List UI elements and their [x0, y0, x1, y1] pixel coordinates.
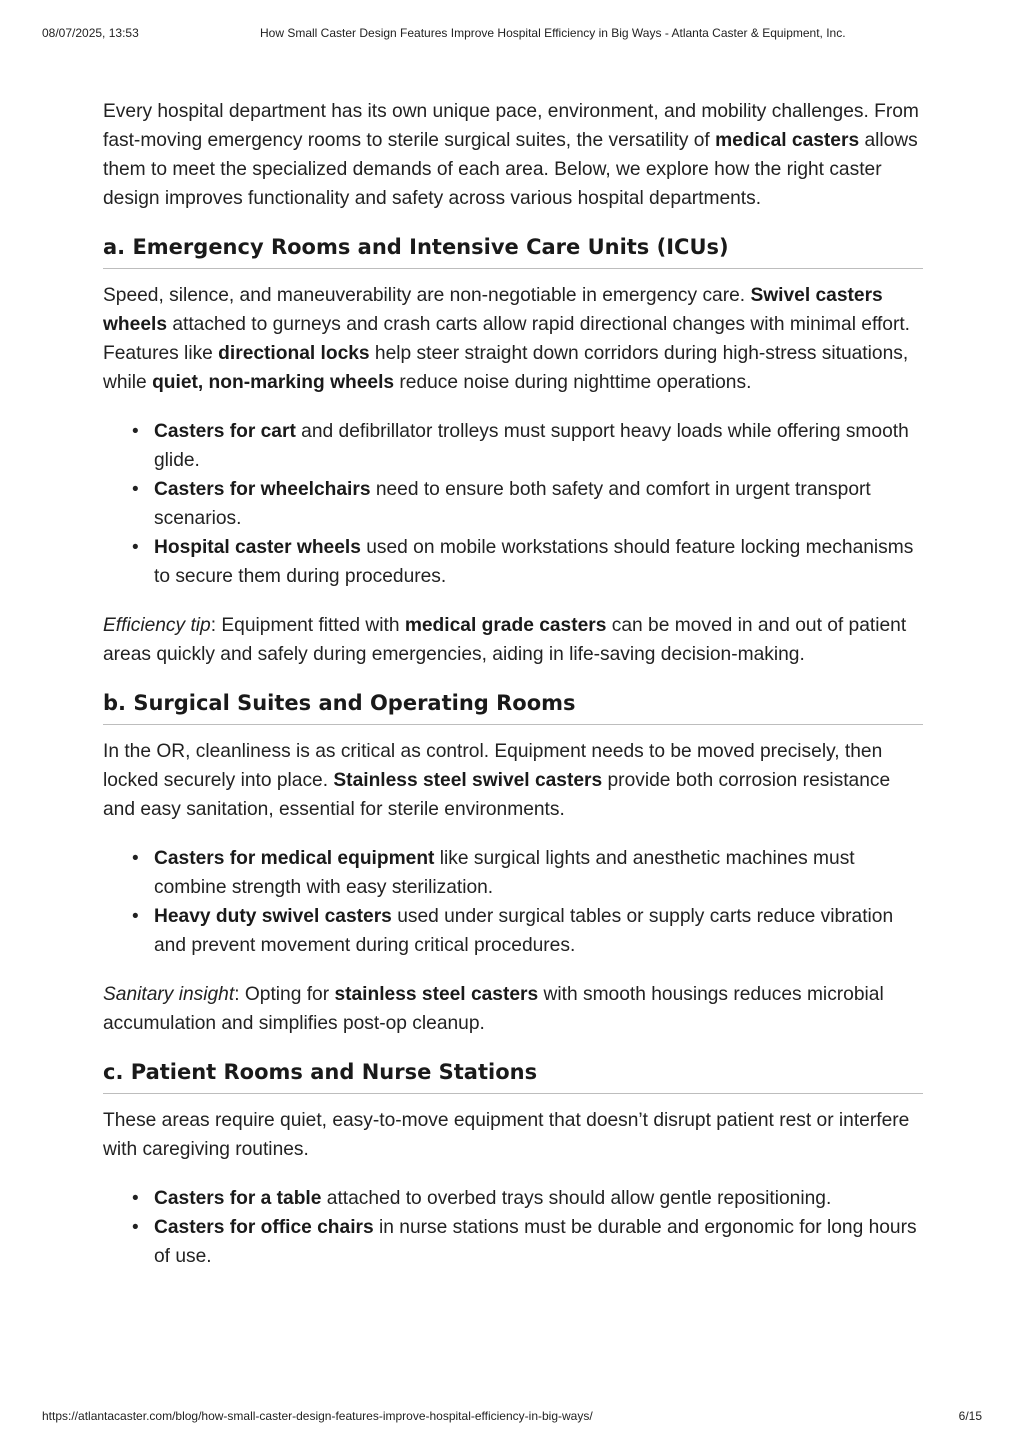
heading-section-b: b. Surgical Suites and Operating Rooms [103, 689, 923, 725]
list-item-text: attached to overbed trays should allow gentle repositioning. [321, 1188, 832, 1209]
list-item [103, 1184, 923, 1213]
intro-text-2: allows them to meet the specialized demands of each area. Below, we explore how the right caster design improves functionality and safety across various hospital departments. [103, 130, 918, 209]
tip-text-1: : Equipment fitted with [210, 615, 405, 636]
section-c-bullet-list [103, 1184, 923, 1271]
section-a-bullet-list [103, 417, 923, 591]
list-item [103, 902, 923, 960]
intro-paragraph [103, 97, 923, 213]
list-item-bold: Casters for cart [154, 421, 296, 442]
list-item-bold: Casters for office chairs [154, 1217, 374, 1238]
section-c-paragraph: These areas require quiet, easy-to-move equipment that doesn’t disrupt patient rest or interfere with caregiving routines. [103, 1110, 910, 1160]
print-header [42, 26, 982, 42]
list-item [103, 1213, 923, 1271]
section-a-paragraph [103, 281, 923, 397]
section-a-text-4: reduce noise during nighttime operations. [394, 372, 752, 393]
intro-text-1: Every hospital department has its own unique pace, environment, and mobility challenges. From fast-moving emergency rooms to sterile surgical suites, the versatility of [103, 101, 919, 151]
list-item-text: need to ensure both safety and comfort in urgent transport scenarios. [154, 479, 871, 529]
list-item-bold: Heavy duty swivel casters [154, 906, 392, 927]
list-item-bold: Casters for wheelchairs [154, 479, 371, 500]
list-item [103, 475, 923, 533]
tip-text-1: : Opting for [234, 984, 335, 1005]
list-item [103, 844, 923, 902]
list-item-bold: Casters for a table [154, 1188, 322, 1209]
section-b-text-2: provide both corrosion resistance and easy sanitation, essential for sterile environments. [103, 770, 891, 820]
print-page-title: How Small Caster Design Features Improve Hospital Efficiency in Big Ways - Atlanta Caster & Equipment, Inc. [260, 26, 846, 40]
section-b-bullet-list [103, 844, 923, 960]
tip-text-2: with smooth housings reduces microbial accumulation and simplifies post-op cleanup. [103, 984, 884, 1034]
section-b-paragraph [103, 737, 923, 824]
list-item [103, 533, 923, 591]
print-footer [42, 1409, 982, 1425]
section-a-tip [103, 611, 923, 669]
list-item-text: used under surgical tables or supply carts reduce vibration and prevent movement during critical procedures. [154, 906, 894, 956]
section-b-text-1: In the OR, cleanliness is as critical as control. Equipment needs to be moved precisely, then locked securely into place. [103, 741, 883, 791]
list-item-text: like surgical lights and anesthetic machines must combine strength with easy sterilization. [154, 848, 855, 898]
tip-bold: stainless steel casters [334, 984, 539, 1005]
print-page-url: https://atlantacaster.com/blog/how-small-caster-design-features-improve-hospital-efficiency-in-big-ways/ [42, 1409, 593, 1423]
article-content [103, 97, 923, 1291]
page-number: 6/15 [958, 1409, 982, 1423]
print-datetime: 08/07/2025, 13:53 [42, 26, 139, 40]
tip-label: Efficiency tip [103, 615, 211, 636]
list-item [103, 417, 923, 475]
tip-bold: medical grade casters [404, 615, 607, 636]
section-a-text-3: help steer straight down corridors during high-stress situations, while [103, 343, 909, 393]
section-a-text-1: Speed, silence, and maneuverability are non-negotiable in emergency care. [103, 285, 751, 306]
section-a-text-2: attached to gurneys and crash carts allow rapid directional changes with minimal effort. Features like [103, 314, 911, 364]
list-item-bold: Casters for medical equipment [154, 848, 435, 869]
heading-section-a: a. Emergency Rooms and Intensive Care Units (ICUs) [103, 233, 923, 269]
list-item-text: and defibrillator trolleys must support heavy loads while offering smooth glide. [154, 421, 909, 471]
intro-bold-medical-casters: medical casters [715, 130, 860, 151]
section-a-bold-1: Swivel casters wheels [103, 285, 883, 335]
list-item-text: in nurse stations must be durable and ergonomic for long hours of use. [154, 1217, 917, 1267]
tip-text-2: can be moved in and out of patient areas quickly and safely during emergencies, aiding in life-saving decision-making. [103, 615, 907, 665]
section-b-tip [103, 980, 923, 1038]
list-item-text: used on mobile workstations should feature locking mechanisms to secure them during procedures. [154, 537, 914, 587]
list-item-bold: Hospital caster wheels [154, 537, 361, 558]
section-a-bold-2: directional locks [218, 343, 370, 364]
section-a-bold-3: quiet, non-marking wheels [152, 372, 395, 393]
tip-label: Sanitary insight [103, 984, 235, 1005]
heading-section-c: c. Patient Rooms and Nurse Stations [103, 1058, 923, 1094]
section-b-bold-1: Stainless steel swivel casters [333, 770, 603, 791]
